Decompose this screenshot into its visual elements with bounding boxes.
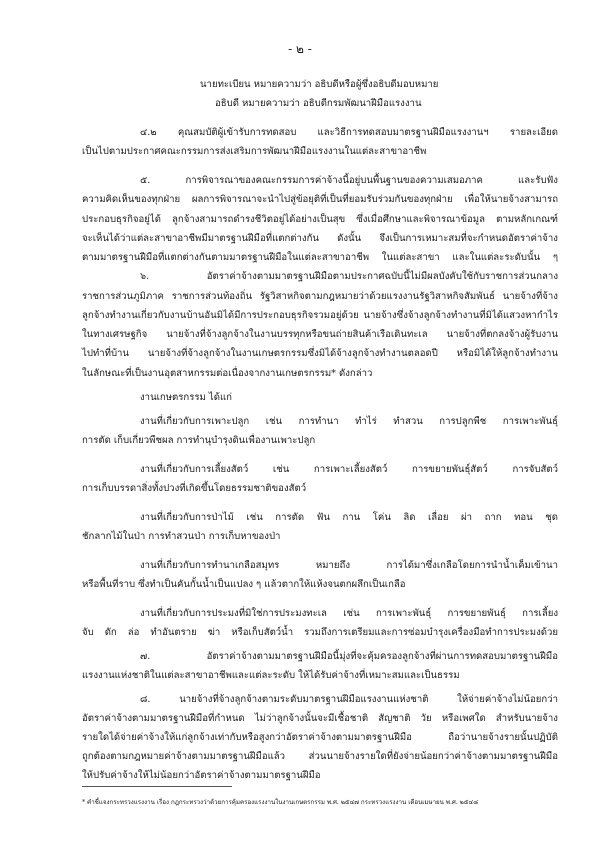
- text-line: ไปทำที่บ้าน นายจ้างที่จ้างลูกจ้างในงานเกษตรกรรมซึ่งมิได้จ้างลูกจ้างทำงานตลอดปี หรือมิได้ให้ลูกจ้างทำงาน: [82, 348, 558, 359]
- text-line: งานเกษตรกรรม ได้แก่: [140, 392, 232, 403]
- text-line: งานที่เกี่ยวกับการทำนาเกลือสมุทร หมายถึง การได้มาซึ่งเกลือโดยการนำน้ำเค็มเข้านา: [140, 560, 558, 571]
- text-line: ประกอบธุรกิจอยู่ได้ ลูกจ้างสามารถดำรงชีวิตอยู่ได้อย่างเป็นสุข ซึ่งเมื่อศึกษาและพิจารณาข้อมูล ตามหลักเกณฑ์: [82, 214, 558, 225]
- text-line: ให้ปรับค่าจ้างให้ไม่น้อยกว่าอัตราค่าจ้างตามมาตรฐานฝีมือ: [82, 770, 321, 781]
- text-line: เป็นไปตามประกาศคณะกรรมการส่งเสริมการพัฒนาฝีมือแรงงานในแต่ละสาขาอาชีพ: [82, 146, 427, 157]
- page-number: - ๒ -: [288, 42, 312, 56]
- text-line: ถูกต้องตามกฎหมายค่าจ้างตามมาตรฐานฝีมือแล้ว ส่วนนายจ้างรายใดที่ยังจ่ายน้อยกว่าค่าจ้างตามมาตรฐานฝีมือ: [82, 751, 558, 762]
- footnote: * คำชี้แจงกระทรวงแรงงาน เรื่อง กฎกระทรวงว่าด้วยการคุ้มครองแรงงานในงานเกษตรกรรม พ.ศ. ๒๕๔๗ กระทรวงแรงงาน เดือนเมษายน พ.ศ. ๒๕๔๘: [82, 799, 478, 806]
- text-line: งานที่เกี่ยวกับการประมงที่มิใช่การประมงทะเล เช่น การเพาะพันธุ์ การขยายพันธุ์ การเลี้ยง: [140, 608, 558, 619]
- text-line: ๘. นายจ้างที่จ้างลูกจ้างตามระดับมาตรฐานฝีมือแรงงานแห่งชาติ ให้จ่ายค่าจ้างไม่น้อยกว่า: [140, 694, 558, 705]
- text-line: การตัด เก็บเกี่ยวพืชผล การทำนุบำรุงดินเพื่องานเพาะปลูก: [82, 435, 316, 446]
- text-line: การเก็บบรรดาสิ่งทั้งปวงที่เกิดขึ้นโดยธรรมชาติของสัตว์: [82, 483, 307, 494]
- text-line: ตามมาตรฐานฝีมือที่แตกต่างกันตามมาตรฐานฝีมือในแต่ละสาขาอาชีพ ในแต่ละสาขา และในแต่ละระดับนั้น ๆ: [82, 252, 558, 263]
- text-line: จะเห็นได้ว่าแต่ละสาขาอาชีพมีมาตรฐานฝีมือที่แตกต่างกัน ดังนั้น จึงเป็นการเหมาะสมที่จะกำหนดอัตราค่าจ้าง: [82, 233, 558, 244]
- text-line: ๕. การพิจารณาของคณะกรรมการค่าจ้างนี้อยู่บนพื้นฐานของความเสมอภาค และรับฟัง: [140, 175, 558, 186]
- footnote-divider: [82, 786, 232, 787]
- text-line: แรงงานแห่งชาติในแต่ละสาขาอาชีพและแต่ละระดับ ให้ได้รับค่าจ้างที่เหมาะสมและเป็นธรรม: [82, 670, 460, 681]
- text-line: หรือพื้นที่ราบ ซึ่งทำเป็นคันกั้นน้ำเป็นแปลง ๆ แล้วตากให้แห้งจนตกผลึกเป็นเกลือ: [82, 579, 406, 590]
- text-line: ในทางเศรษฐกิจ นายจ้างที่จ้างลูกจ้างในงานบรรทุกหรือขนถ่ายสินค้าเรือเดินทะเล นายจ้างที่ตกลงจ้างผู้รับงาน: [82, 329, 558, 340]
- text-line: นายทะเบียน หมายความว่า อธิบดีหรือผู้ซึ่งอธิบดีมอบหมาย: [200, 79, 439, 90]
- text-line: จับ ดัก ล่อ ทำอันตราย ฆ่า หรือเก็บสัตว์น้ำ รวมถึงการเตรียมและการซ่อมบำรุงเครื่องมือทำการประมงด้วย: [82, 627, 558, 638]
- text-line: อัตราค่าจ้างตามมาตรฐานฝีมือที่กำหนด ไม่ว่าลูกจ้างนั้นจะมีเชื้อชาติ สัญชาติ วัย หรือเพศใด สำหรับนายจ้าง: [82, 713, 558, 724]
- text-line: ราชการส่วนภูมิภาค ราชการส่วนท้องถิ่น รัฐวิสาหกิจตามกฎหมายว่าด้วยแรงงานรัฐวิสาหกิจสัมพันธ์ นายจ้างที่จ้าง: [82, 291, 558, 302]
- text-line: ๗. อัตราค่าจ้างตามมาตรฐานฝีมือนี้มุ่งที่จะคุ้มครองลูกจ้างที่ผ่านการทดสอบมาตรฐานฝีมือ: [140, 651, 558, 662]
- text-line: ๖. อัตราค่าจ้างตามมาตรฐานฝีมือตามประกาศฉบับนี้ไม่มีผลบังคับใช้กับราชการส่วนกลาง: [140, 271, 558, 282]
- text-line: ๔.๒ คุณสมบัติผู้เข้ารับการทดสอบ และวิธีการทดสอบมาตรฐานฝีมือแรงงานฯ รายละเอียด: [140, 127, 558, 138]
- text-line: งานที่เกี่ยวกับการเพาะปลูก เช่น การทำนา ทำไร่ ทำสวน การปลูกพืช การเพาะพันธุ์: [140, 416, 558, 427]
- text-line: ในลักษณะที่เป็นงานอุตสาหกรรมต่อเนื่องจากงานเกษตรกรรม* ดังกล่าว: [82, 368, 373, 379]
- text-line: งานที่เกี่ยวกับการป่าไม้ เช่น การตัด ฟัน กาน โค่น ลิด เลื่อย ผ่า ถาก ทอน ชุด: [140, 512, 558, 523]
- text-line: งานที่เกี่ยวกับการเลี้ยงสัตว์ เช่น การเพาะเลี้ยงสัตว์ การขยายพันธุ์สัตว์ การจับสัตว์: [140, 464, 558, 475]
- text-line: ลูกจ้างทำงานเกี่ยวกับงานบ้านอันมิได้มีการประกอบธุรกิจรวมอยู่ด้วย นายจ้างซึ่งจ้างลูกจ้างทำงานที่มิได้แสวงหากำไร: [82, 310, 558, 321]
- text-line: ชักลากไม้ในป่า การทำสวนป่า การเก็บหาของป่า: [82, 531, 281, 542]
- text-line: รายใดได้จ่ายค่าจ้างให้แก่ลูกจ้างเท่ากับหรือสูงกว่าอัตราค่าจ้างตามมาตรฐานฝีมือ ถือว่านายจ้างรายนั้นปฏิบัติ: [82, 732, 558, 743]
- text-line: อธิบดี หมายความว่า อธิบดีกรมพัฒนาฝีมือแรงงาน: [215, 98, 422, 109]
- text-line: ความคิดเห็นของทุกฝ่าย ผลการพิจารณาจะนำไปสู่ข้อยุติที่เป็นที่ยอมรับร่วมกันของทุกฝ่าย เพื่อให้นายจ้างสามารถ: [82, 194, 558, 205]
